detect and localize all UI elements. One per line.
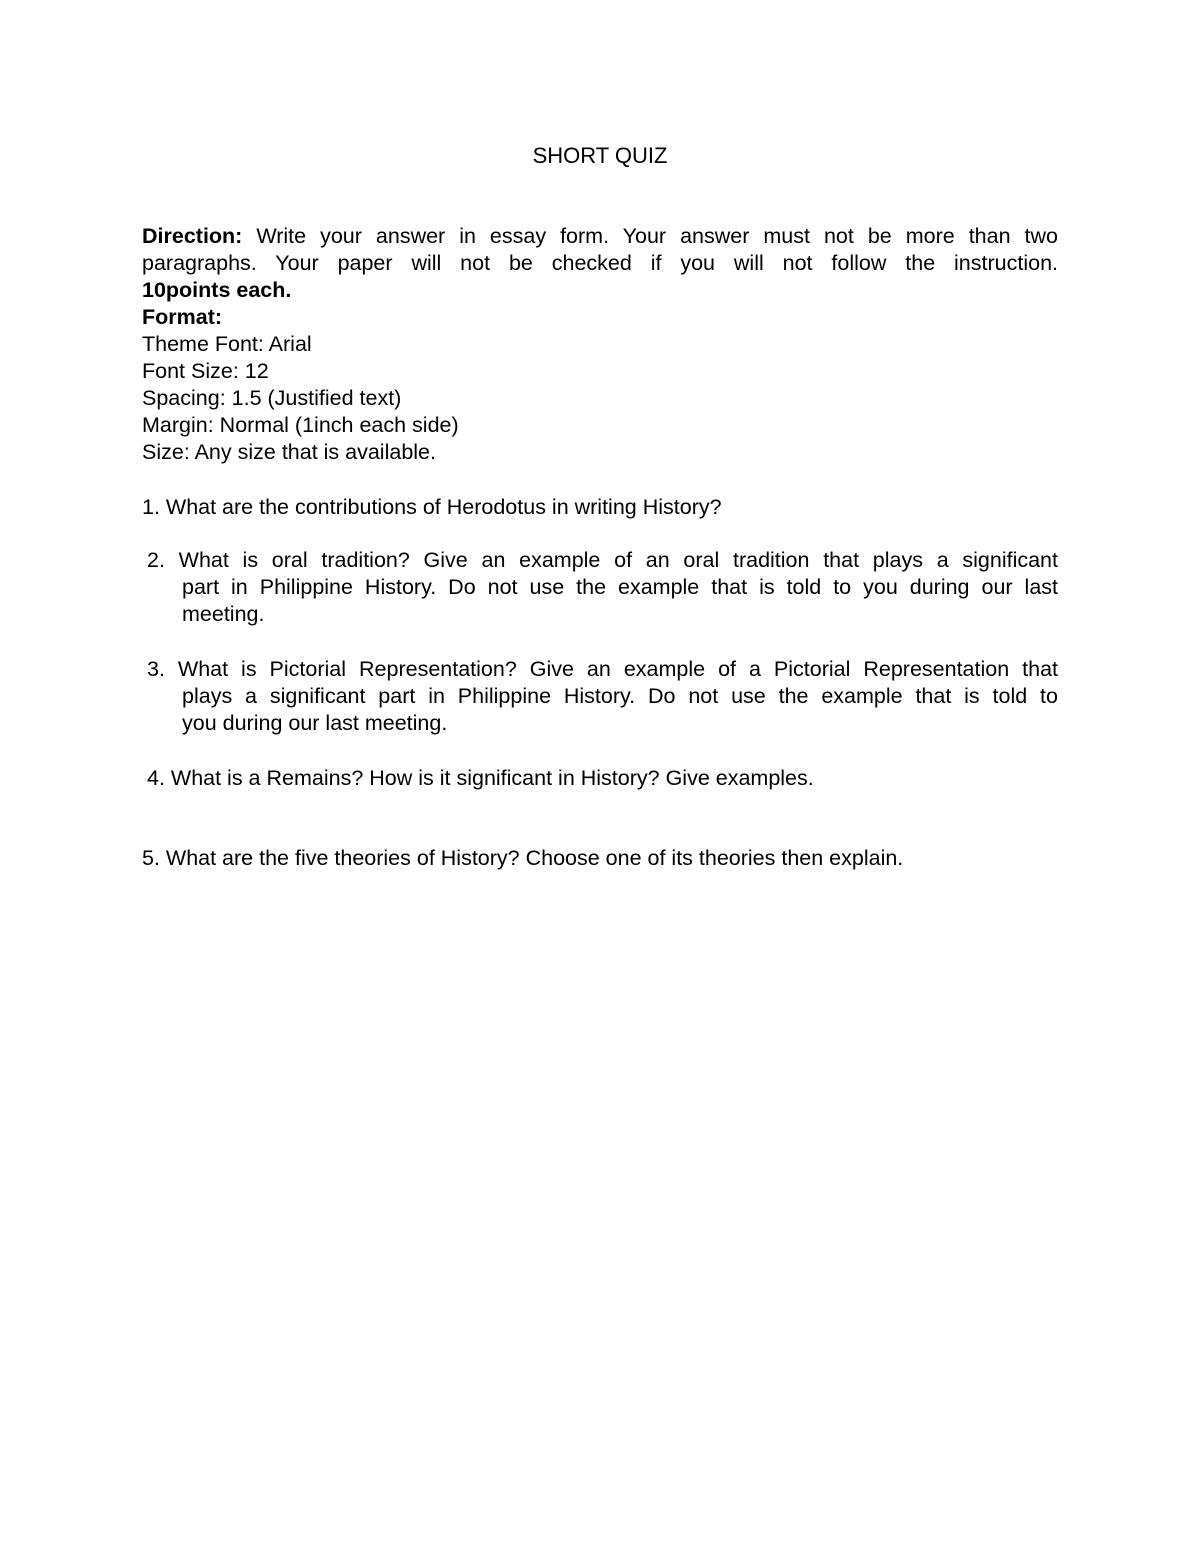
question-2-line-3: meeting.	[182, 602, 265, 626]
question-1-line-1: 1. What are the contributions of Herodotus in writing History?	[142, 495, 722, 519]
direction-line-2: paragraphs. Your paper will not be checked if you will not follow the instruction.	[142, 251, 1058, 275]
quiz-title: SHORT QUIZ	[532, 143, 668, 168]
question-5	[142, 845, 1058, 872]
format-size: Size: Any size that is available.	[142, 440, 436, 464]
direction-label: Direction:	[142, 224, 243, 248]
format-font-size: Font Size: 12	[142, 359, 269, 383]
question-5-line-1: 5. What are the five theories of History? Choose one of its theories then explain.	[142, 846, 904, 870]
direction-line-1	[142, 223, 1058, 250]
question-2	[142, 547, 1058, 628]
question-1	[142, 494, 1058, 521]
question-3-line-1: 3. What is Pictorial Representation? Give an example of a Pictorial Representation that	[147, 657, 1058, 681]
format-margin: Margin: Normal (1inch each side)	[142, 413, 459, 437]
direction-text-1: Write your answer in essay form. Your answer must not be more than two	[256, 224, 1058, 248]
format-spacing: Spacing: 1.5 (Justified text)	[142, 386, 402, 410]
format-section	[142, 304, 1058, 466]
points-note: 10points each.	[142, 278, 292, 302]
question-2-line-2: part in Philippine History. Do not use the example that is told to you during our last	[182, 575, 1058, 599]
question-2-line-1: 2. What is oral tradition? Give an example of an oral tradition that plays a significant	[147, 548, 1058, 572]
direction-paragraph	[142, 223, 1058, 304]
question-3	[142, 656, 1058, 737]
question-4	[142, 765, 1058, 792]
question-3-line-3: you during our last meeting.	[182, 711, 448, 735]
question-3-line-2: plays a significant part in Philippine History. Do not use the example that is told to	[182, 684, 1058, 708]
format-label: Format:	[142, 305, 223, 329]
format-theme-font: Theme Font: Arial	[142, 332, 312, 356]
question-4-line-1: 4. What is a Remains? How is it significant in History? Give examples.	[147, 766, 814, 790]
